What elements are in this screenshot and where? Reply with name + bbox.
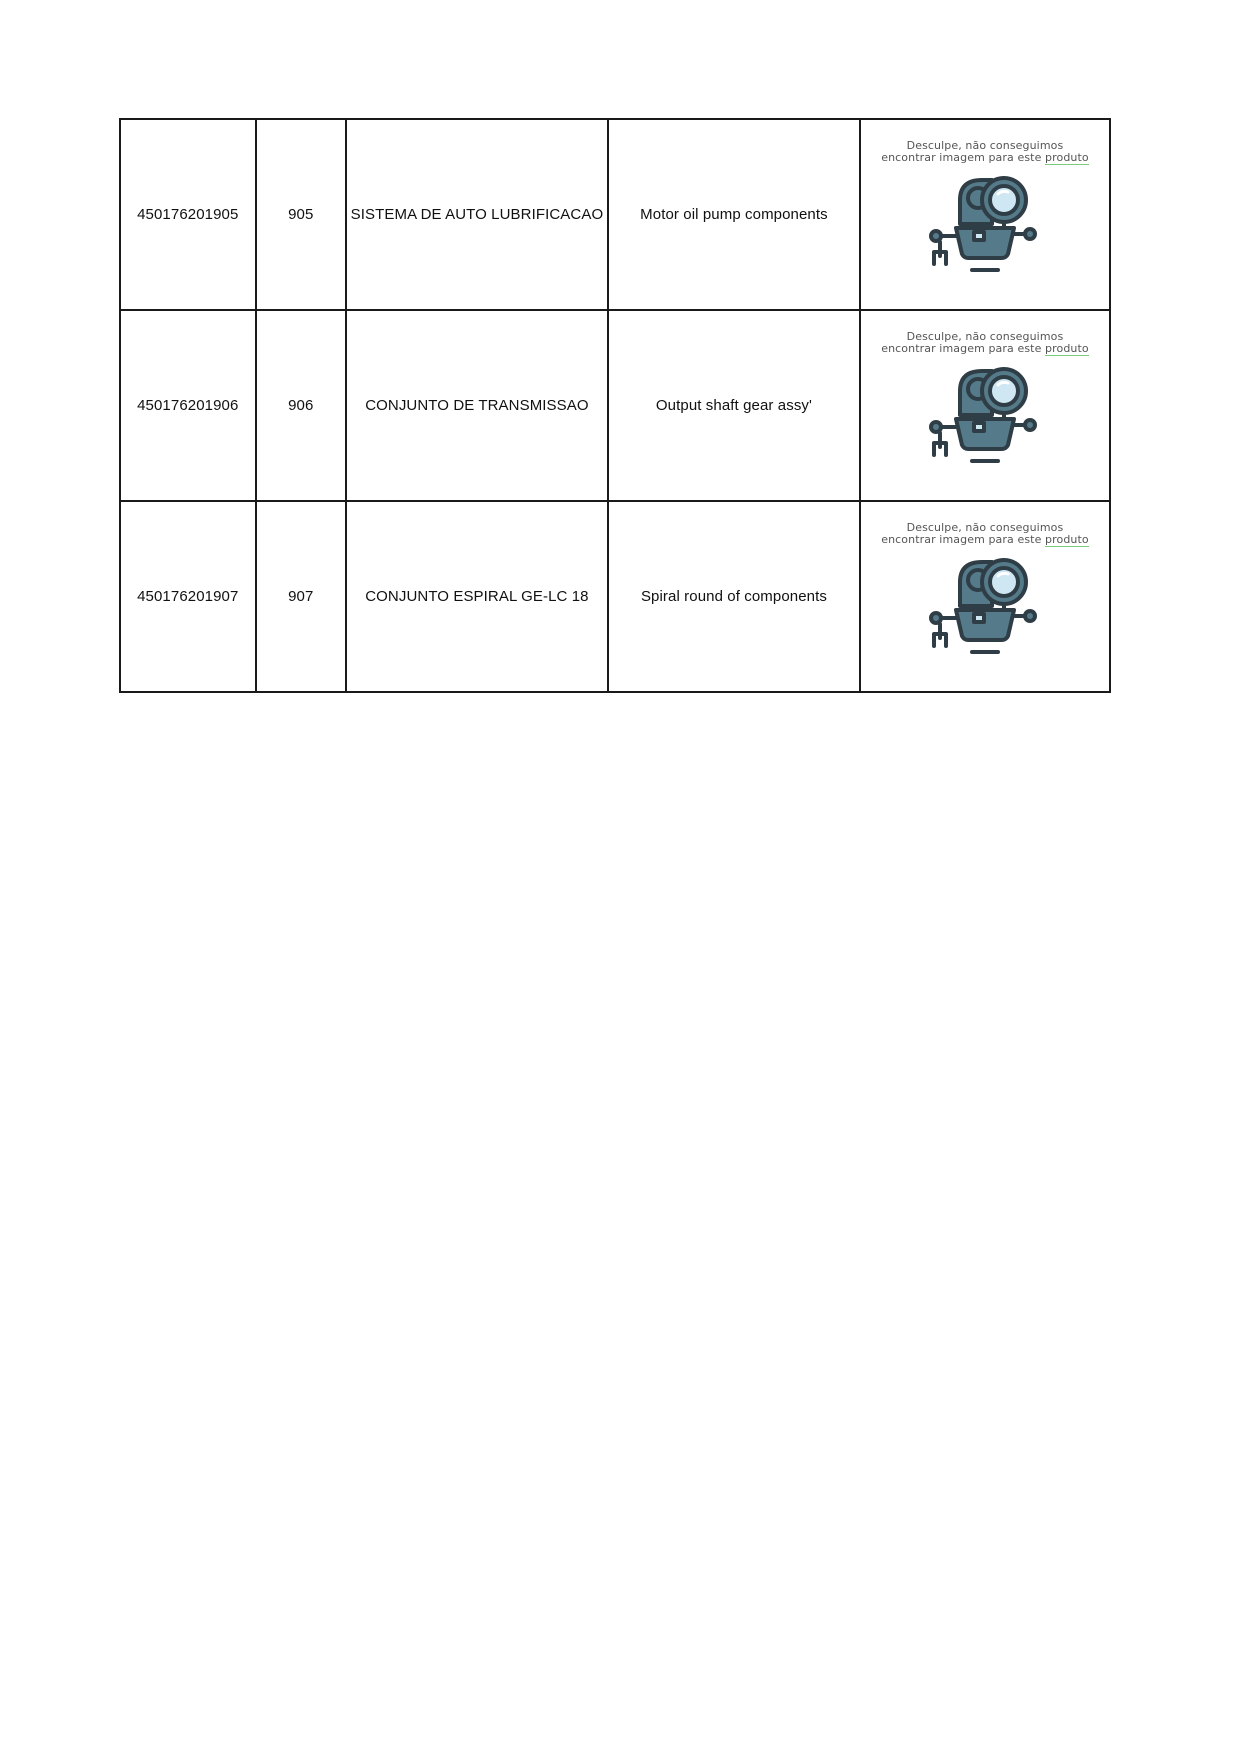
description-en: Motor oil pump components — [608, 119, 860, 310]
table-row — [120, 119, 1110, 310]
image-placeholder — [861, 502, 1109, 691]
description-en: Spiral round of components — [608, 501, 860, 692]
parts-table — [119, 118, 1111, 693]
robot-magnifier-icon — [920, 172, 1050, 284]
robot-magnifier-icon — [920, 363, 1050, 475]
table-row — [120, 310, 1110, 501]
item-number: 907 — [256, 501, 346, 692]
item-number: 905 — [256, 119, 346, 310]
description-pt: CONJUNTO ESPIRAL GE-LC 18 — [346, 501, 608, 692]
placeholder-line-2 — [881, 152, 1089, 164]
placeholder-line-2-end: produto — [1045, 342, 1089, 355]
description-pt: CONJUNTO DE TRANSMISSAO — [346, 310, 608, 501]
image-cell — [860, 310, 1110, 501]
part-code: 450176201905 — [120, 119, 256, 310]
placeholder-line-1: Desculpe, não conseguimos — [906, 330, 1064, 343]
placeholder-line-1: Desculpe, não conseguimos — [906, 521, 1064, 534]
placeholder-message — [881, 331, 1089, 355]
item-number: 906 — [256, 310, 346, 501]
placeholder-line-2-start: encontrar imagem para este — [881, 533, 1046, 546]
part-code: 450176201907 — [120, 501, 256, 692]
placeholder-message — [881, 140, 1089, 164]
image-cell — [860, 119, 1110, 310]
table-row — [120, 501, 1110, 692]
part-code: 450176201906 — [120, 310, 256, 501]
placeholder-line-2-start: encontrar imagem para este — [881, 151, 1046, 164]
image-placeholder — [861, 120, 1109, 309]
description-pt: SISTEMA DE AUTO LUBRIFICACAO — [346, 119, 608, 310]
image-placeholder — [861, 311, 1109, 500]
robot-magnifier-icon — [920, 554, 1050, 666]
parts-table-body — [120, 119, 1110, 692]
placeholder-line-2 — [881, 343, 1089, 355]
placeholder-line-1: Desculpe, não conseguimos — [906, 139, 1064, 152]
placeholder-line-2 — [881, 534, 1089, 546]
placeholder-message — [881, 522, 1089, 546]
placeholder-line-2-start: encontrar imagem para este — [881, 342, 1046, 355]
placeholder-line-2-end: produto — [1045, 151, 1089, 164]
image-cell — [860, 501, 1110, 692]
placeholder-line-2-end: produto — [1045, 533, 1089, 546]
description-en: Output shaft gear assy' — [608, 310, 860, 501]
